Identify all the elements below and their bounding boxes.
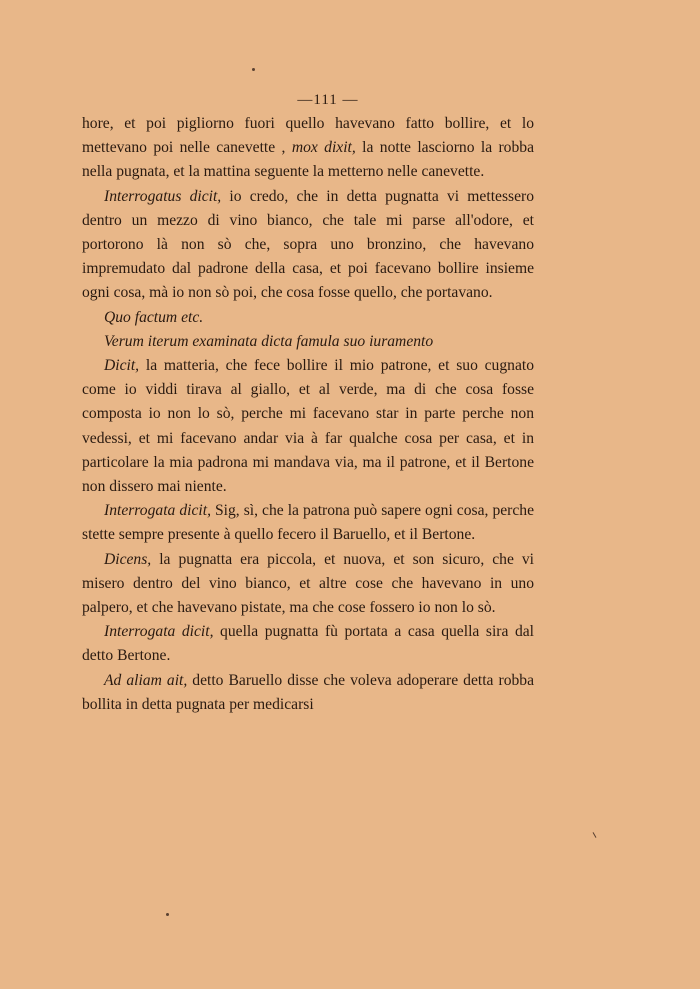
- text-run: la pugnatta era piccola, et nuova, et son sicuro, che vi misero dentro del vino bianco, et altre cose che havevano in uno palpero, et che havevano pistate, ma che cose fossero io non lo sò.: [82, 550, 534, 617]
- paragraph: [82, 112, 534, 185]
- text-run: la matteria, che fece bollire il mio patrone, et suo cugnato come io viddi tirava al giallo, et al verde, ma di che cosa fosse composta io non lo sò, perche mi facevano star in parte perche non vedessi, et mi facevano andar via à far qualche cosa per casa, et in particolare la mia padrona mi mandava via, ma il patrone, et il Bertone non dissero mai niente.: [82, 357, 534, 496]
- text-run: io credo, che in detta pugnatta vi mettessero dentro un mezzo di vino bianco, che tale mi parse all'odore, et portorono là non sò che, sopra uno bronzino, che havevano impremudato dal padrone della casa, et poi facevano bollire insieme ogni cosa, mà io non sò poi, che cosa fosse quello, che portavano.: [82, 187, 534, 302]
- italic-run: mox dixit,: [291, 139, 356, 157]
- italic-run: Interrogata dicit,: [104, 502, 211, 520]
- italic-run: Ad aliam ait,: [104, 671, 188, 689]
- paragraph: [82, 669, 534, 717]
- paragraph: [82, 354, 534, 499]
- paragraph: [82, 330, 534, 354]
- text-run: Sig, sì, che la patrona può sapere ogni cosa, perche stette sempre presente à quello fecero il Baruello, et il Bertone.: [82, 502, 534, 544]
- paragraph: [82, 499, 534, 547]
- paper-speck: [166, 913, 169, 916]
- paper-speck: [252, 68, 255, 71]
- text-run: detto Baruello disse che voleva adoperare detta robba bollita in detta pugnata per medicarsi: [82, 671, 535, 713]
- paragraph: [82, 548, 534, 621]
- italic-run: Interrogatus dicit,: [104, 187, 222, 205]
- italic-run: Quo factum etc.: [104, 308, 204, 326]
- italic-run: Verum iterum examinata dicta famula suo iuramento: [104, 332, 434, 350]
- paragraph: [82, 306, 534, 330]
- text-run: quella pugnatta fù portata a casa quella sira dal detto Bertone.: [82, 623, 534, 665]
- page-number: —111 —: [297, 92, 359, 108]
- italic-run: Dicit,: [104, 357, 140, 375]
- text-run: la notte lasciorno la robba nella pugnata, et la mattina seguente la metterno nelle canevette.: [82, 139, 534, 181]
- book-page: [82, 88, 534, 717]
- paragraph: [82, 620, 534, 668]
- text-run: hore, et poi pigliorno fuori quello havevano fatto bollire, et lo mettevano poi nelle canevette ,: [82, 115, 534, 157]
- italic-run: Dicens,: [104, 550, 152, 568]
- paper-speck: [593, 832, 597, 838]
- paragraph: [82, 185, 534, 306]
- italic-run: Interrogata dicit,: [104, 623, 214, 641]
- page-body-text: [82, 112, 534, 717]
